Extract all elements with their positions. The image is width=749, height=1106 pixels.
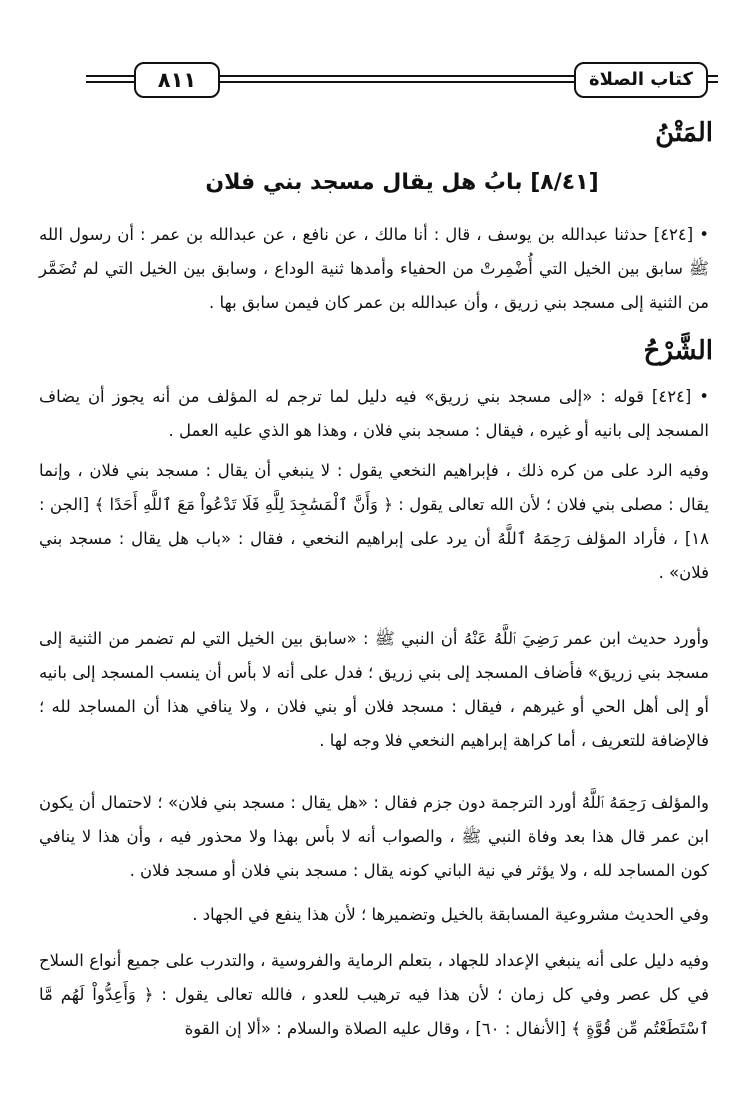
- sharh-paragraph: وأورد حديث ابن عمر رَضِيَ ٱللَّهُ عَنْهُ أن النبي ﷺ : «سابق بين الخيل التي لم تضمر من الثنية إلى مسجد بني زريق» فأضاف المسجد إلى بني زريق ؛ فدل على أنه لا بأس أن ينسب المسجد إلى بانيه أو إلى أهل الحي أو غيرهم ، فيقال : مسجد فلان أو بني فلان ، ولا ينافي هذا أن المساجد لله ؛ فالإضافة للتعريف ، أما كراهة إبراهيم النخعي فلا وجه لها .: [38, 629, 709, 750]
- chapter-title: [٨/٤١] بابُ هل يقال مسجد بني فلان: [205, 170, 599, 195]
- sharh-paragraph: • [٤٢٤] قوله : «إلى مسجد بني زريق» فيه دليل لما ترجم له المؤلف من أنه يجوز أن يضاف المسجد إلى بانيه أو غيره ، فيقال : مسجد بني فلان ، وهذا هو الذي عليه العمل .: [39, 387, 709, 440]
- chapter-name: كتاب الصلاة: [574, 62, 708, 98]
- hadith-text: • [٤٢٤] حدثنا عبدالله بن يوسف ، قال : أنا مالك ، عن نافع ، عن عبدالله بن عمر : أن رسول الله ﷺ سابق بين الخيل التي أُضْمِرتْ من الحفياء وأمدها ثنية الوداع ، وسابق بين الخيل التي لم تُضَمَّر من الثنية إلى مسجد بني زريق ، وأن عبدالله بن عمر كان فيمن سابق بها .: [39, 225, 709, 312]
- sharh-section-label: الشَّرْحُ: [643, 336, 713, 366]
- matn-section-label: المَتْنُ: [655, 118, 713, 148]
- page-number: ٨١١: [134, 62, 220, 98]
- running-header: [86, 58, 718, 98]
- sharh-paragraph: وفيه الرد على من كره ذلك ، فإبراهيم النخعي يقول : لا ينبغي أن يقال : مسجد بني فلان ، وإنما يقال : مصلى بني فلان ؛ لأن الله تعالى يقول : ﴿ وَأَنَّ ٱلْمَسَٰجِدَ لِلَّهِ فَلَا تَدْعُواْ مَعَ ٱللَّهِ أَحَدًا ﴾ [الجن : ١٨] ، فأراد المؤلف رَحِمَهُ ٱللَّهُ أن يرد على إبراهيم النخعي ، فقال : «باب هل يقال : مسجد بني فلان» .: [39, 461, 709, 582]
- sharh-paragraph: وفي الحديث مشروعية المسابقة بالخيل وتضميرها ؛ لأن هذا ينفع في الجهاد .: [192, 905, 709, 924]
- sharh-paragraph: والمؤلف رَحِمَهُ ٱللَّهُ أورد الترجمة دون جزم فقال : «هل يقال : مسجد بني فلان» ؛ لاحتمال أن يكون ابن عمر قال هذا بعد وفاة النبي ﷺ ، والصواب أنه لا بأس بهذا ولا محذور فيه ، وأن هذا لا ينافي كون المساجد لله ، ولا يؤثر في نية الباني كونه يقال : مسجد بني فلان أو مسجد فلان .: [39, 793, 709, 880]
- sharh-paragraph: وفيه دليل على أنه ينبغي الإعداد للجهاد ، بتعلم الرماية والفروسية ، والتدرب على جميع أنواع السلاح في كل عصر وفي كل زمان ؛ لأن هذا فيه ترهيب للعدو ، فالله تعالى يقول : ﴿ وَأَعِدُّواْ لَهُم مَّا ٱسْتَطَعْتُم مِّن قُوَّةٍ ﴾ [الأنفال : ٦٠] ، وقال عليه الصلاة والسلام : «ألا إن القوة: [39, 951, 709, 1038]
